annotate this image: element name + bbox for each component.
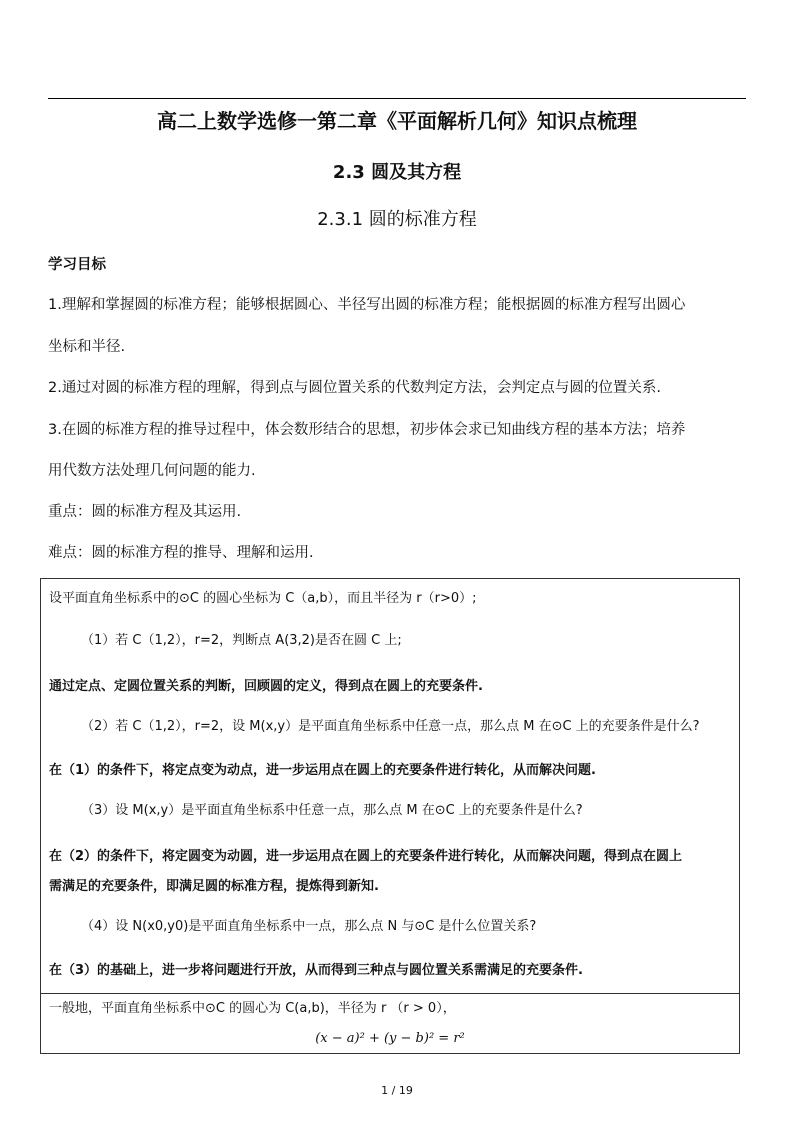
general-definition: 一般地，平面直角坐标系中⊙C 的圆心为 C(a,b)，半径为 r （r > 0）， (49, 1001, 456, 1016)
question-1: （1）若 C（1,2），r=2，判断点 A(3,2)是否在圆 C 上; (81, 633, 402, 648)
inquiry-box (40, 578, 740, 1054)
objective-3-line-2: 用代数方法处理几何问题的能力. (48, 463, 256, 479)
note-4: 在（3）的基础上，进一步将问题进行开放，从而得到三种点与圆位置关系需满足的充要条件. (49, 963, 583, 978)
box-divider (41, 993, 739, 994)
standard-equation: (x − a)² + (y − b)² = r² (315, 1031, 465, 1046)
question-2: （2）若 C（1,2），r=2，设 M(x,y）是平面直角坐标系中任意一点，那么点 M 在⊙C 上的充要条件是什么? (81, 719, 700, 734)
box-intro: 设平面直角坐标系中的⊙C 的圆心坐标为 C（a,b），而且半径为 r（r>0）; (49, 591, 477, 606)
note-3-line-1: 在（2）的条件下，将定圆变为动圆，进一步运用点在圆上的充要条件进行转化，从而解决问题，得到点在圆上 (49, 849, 683, 864)
question-4: （4）设 N(x0,y0)是平面直角坐标系中一点，那么点 N 与⊙C 是什么位置关系? (81, 919, 537, 934)
section-title: 2.3 圆及其方程 (332, 162, 462, 183)
note-1: 通过定点、定圆位置关系的判断，回顾圆的定义，得到点在圆上的充要条件. (49, 679, 483, 694)
objective-3-line-1: 3.在圆的标准方程的推导过程中，体会数形结合的思想，初步体会求已知曲线方程的基本方法；培养 (48, 422, 686, 438)
subsection-title: 2.3.1 圆的标准方程 (317, 209, 477, 230)
objective-1-line-2: 坐标和半径. (48, 339, 126, 355)
document-title: 高二上数学选修一第二章《平面解析几何》知识点梳理 (157, 109, 637, 133)
key-point: 重点：圆的标准方程及其运用. (48, 504, 242, 520)
note-2: 在（1）的条件下，将定点变为动点，进一步运用点在圆上的充要条件进行转化，从而解决问题. (49, 763, 596, 778)
objective-2: 2.通过对圆的标准方程的理解，得到点与圆位置关系的代数判定方法，会判定点与圆的位置关系. (48, 380, 661, 396)
header-rule (48, 98, 746, 99)
objective-1-line-1: 1.理解和掌握圆的标准方程；能够根据圆心、半径写出圆的标准方程；能根据圆的标准方程写出圆心 (48, 297, 686, 313)
note-3-line-2: 需满足的充要条件，即满足圆的标准方程，提炼得到新知. (49, 879, 379, 894)
page-number: 1 / 19 (381, 1084, 413, 1097)
question-3: （3）设 M(x,y）是平面直角坐标系中任意一点，那么点 M 在⊙C 上的充要条件是什么? (81, 803, 583, 818)
objectives-heading: 学习目标 (48, 257, 106, 273)
difficult-point: 难点：圆的标准方程的推导、理解和运用. (48, 545, 314, 561)
